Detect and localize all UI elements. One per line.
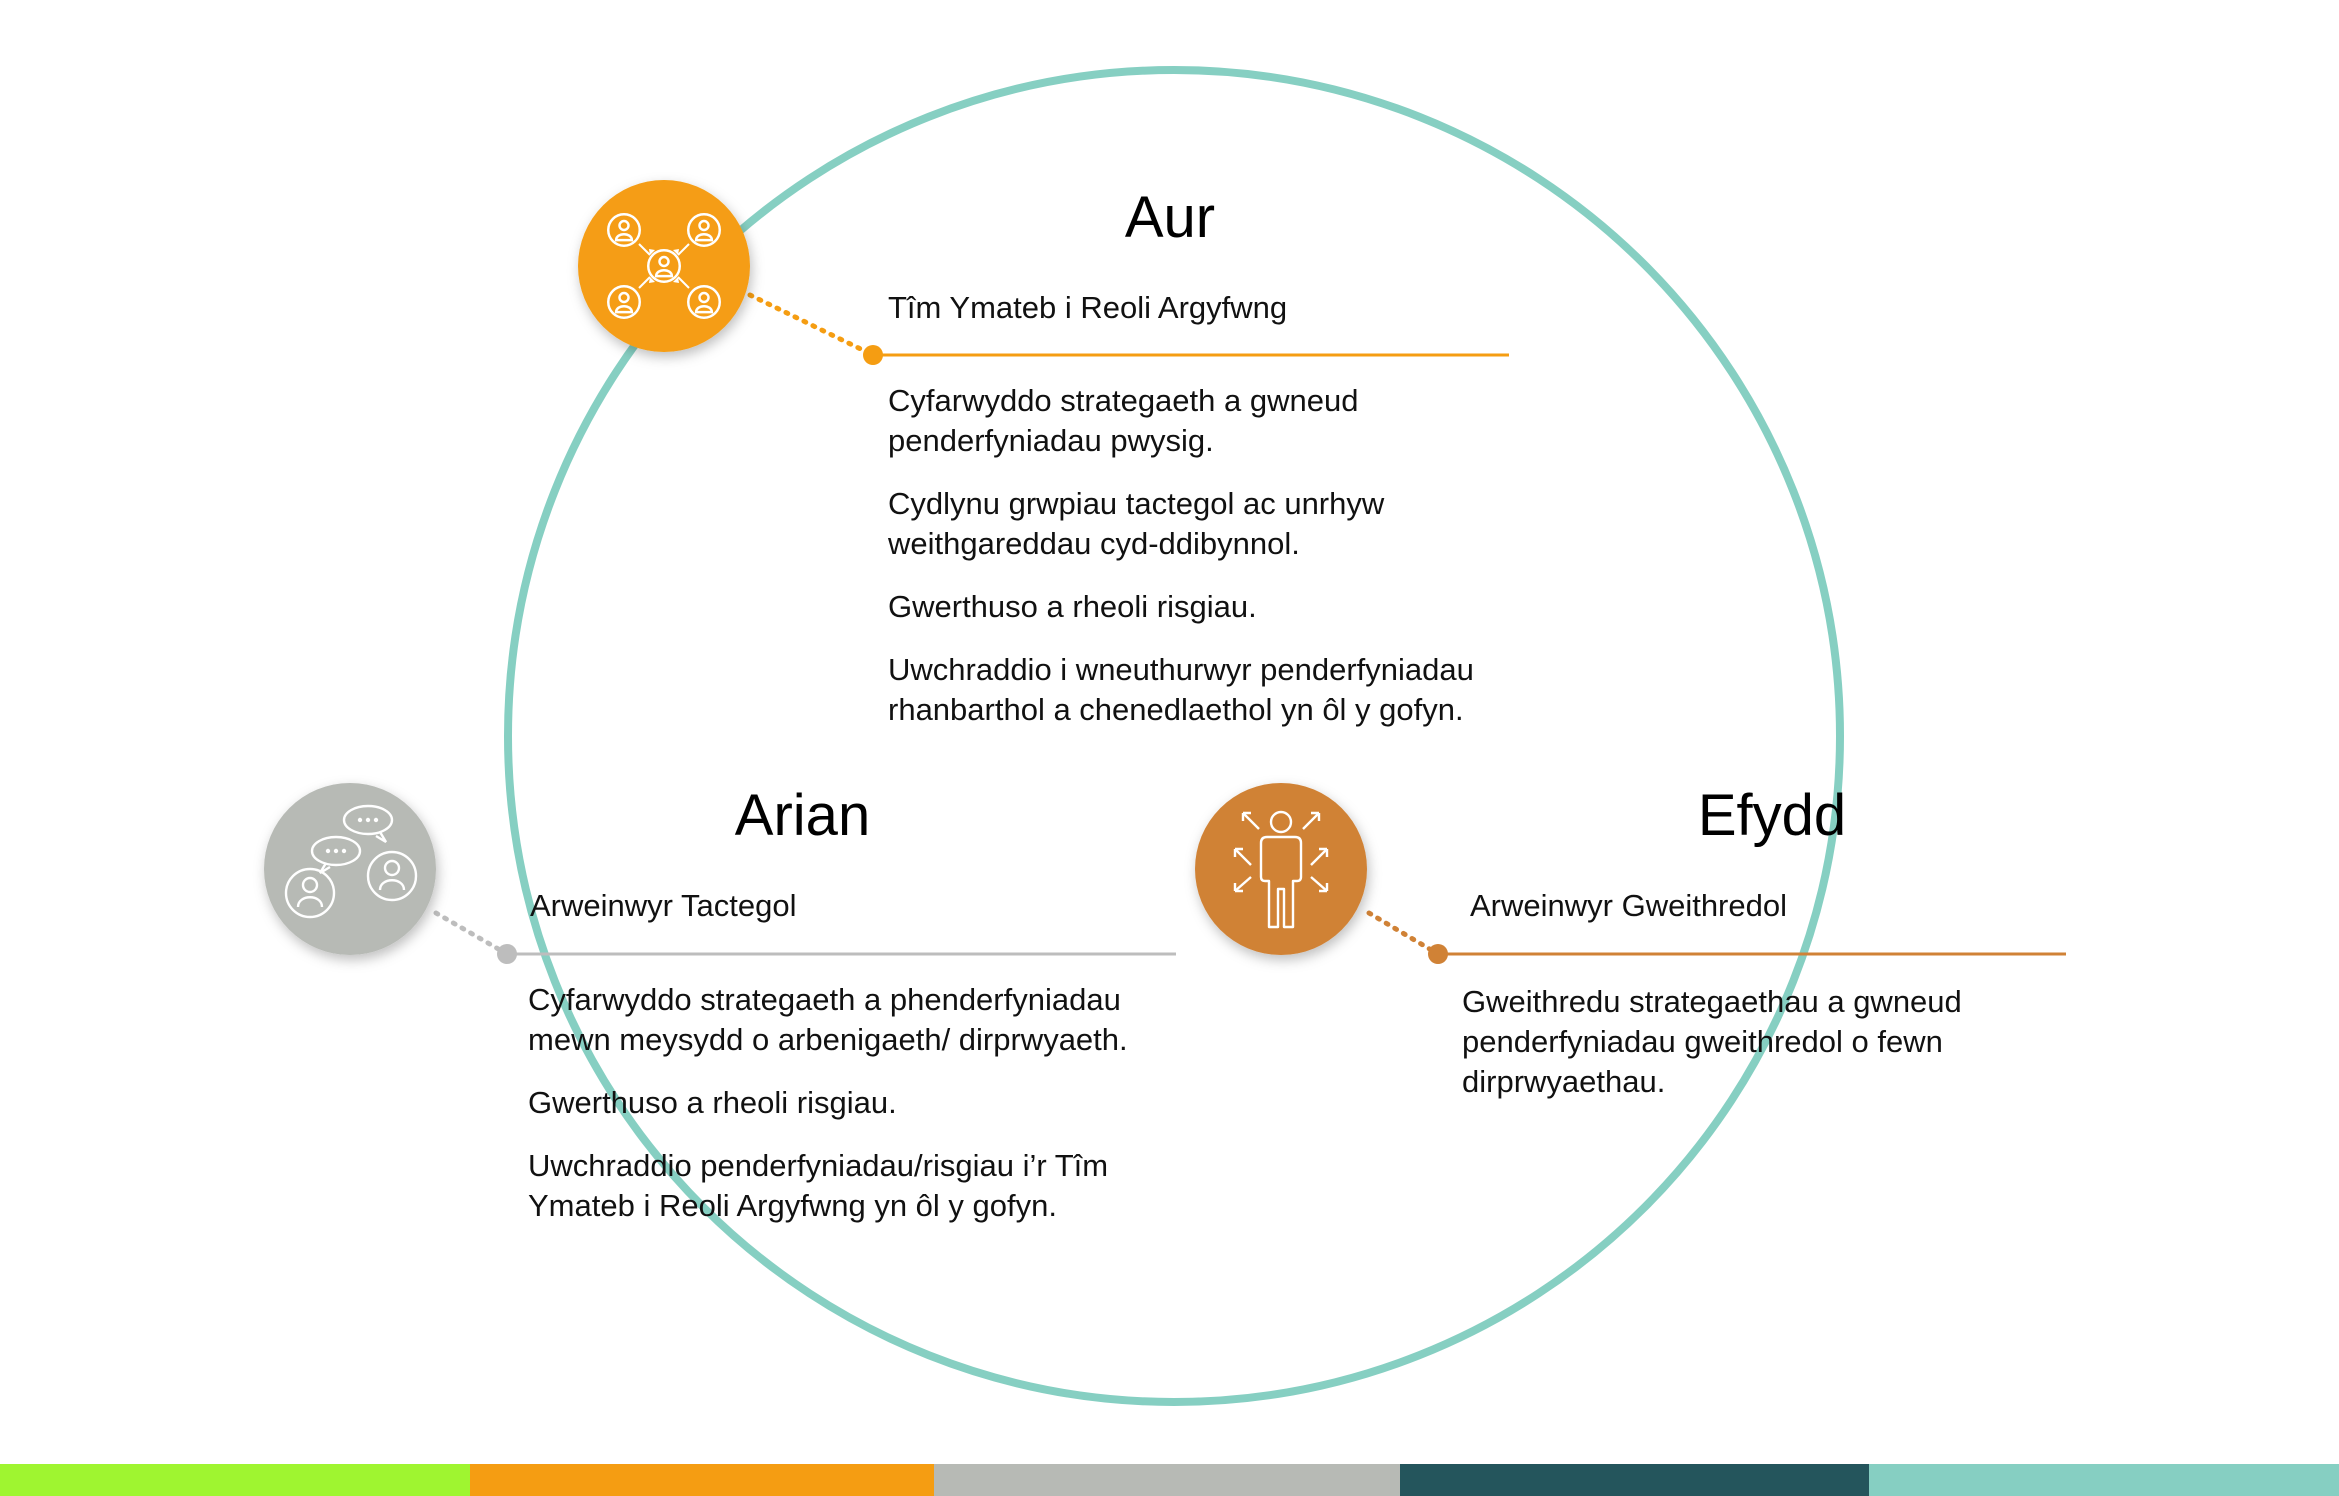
arian-item-list: [528, 980, 1190, 1249]
list-item: Cyfarwyddo strategaeth a gwneud penderfyniadau pwysig.: [888, 383, 1359, 458]
bottom-bar-segment: [934, 1464, 1400, 1496]
efydd-title: Efydd: [1697, 783, 1847, 848]
efydd-badge: [1195, 783, 1367, 955]
efydd-connector-dots: [1369, 913, 1438, 954]
aur-connector-dots: [750, 295, 873, 355]
list-item: Gwerthuso a rheoli risgiau.: [888, 589, 1257, 624]
arian-connector-point: [497, 944, 517, 964]
arian-connector-dots: [436, 913, 507, 954]
efydd-subtitle: Arweinwyr Gweithredol: [1470, 888, 1787, 923]
bottom-bar-segment: [1869, 1464, 2339, 1496]
aur-badge: [578, 180, 750, 352]
efydd-connector-point: [1428, 944, 1448, 964]
bottom-color-bar: [0, 1464, 2339, 1496]
aur-connector-point: [863, 345, 883, 365]
list-item: Uwchraddio penderfyniadau/risgiau i’r Tîm Ymateb i Reoli Argyfwng yn ôl y gofyn.: [528, 1148, 1109, 1223]
arian-badge: [264, 783, 436, 955]
bottom-bar-segment: [470, 1464, 934, 1496]
bottom-bar-segment: [0, 1464, 470, 1496]
list-item: Gwerthuso a rheoli risgiau.: [528, 1085, 897, 1120]
arian-title: Arian: [734, 783, 871, 848]
aur-title: Aur: [1124, 185, 1216, 250]
aur-subtitle: Tîm Ymateb i Reoli Argyfwng: [888, 290, 1288, 325]
efydd-badge-circle: [1195, 783, 1367, 955]
list-item: Uwchraddio i wneuthurwyr penderfyniadau rhanbarthol a chenedlaethol yn ôl y gofyn.: [888, 652, 1474, 727]
aur-item-list: [888, 381, 1538, 753]
arian-subtitle: Arweinwyr Tactegol: [530, 888, 797, 923]
efydd-item-list: [1462, 982, 2102, 1125]
list-item: Gweithredu strategaethau a gwneud penderfyniadau gweithredol o fewn dirprwyaethau.: [1462, 984, 1962, 1099]
list-item: Cydlynu grwpiau tactegol ac unrhyw weithgareddau cyd-ddibynnol.: [888, 486, 1385, 561]
bottom-bar-segment: [1400, 1464, 1869, 1496]
list-item: Cyfarwyddo strategaeth a phenderfyniadau mewn meysydd o arbenigaeth/ dirprwyaeth.: [528, 982, 1128, 1057]
arian-badge-circle: [264, 783, 436, 955]
